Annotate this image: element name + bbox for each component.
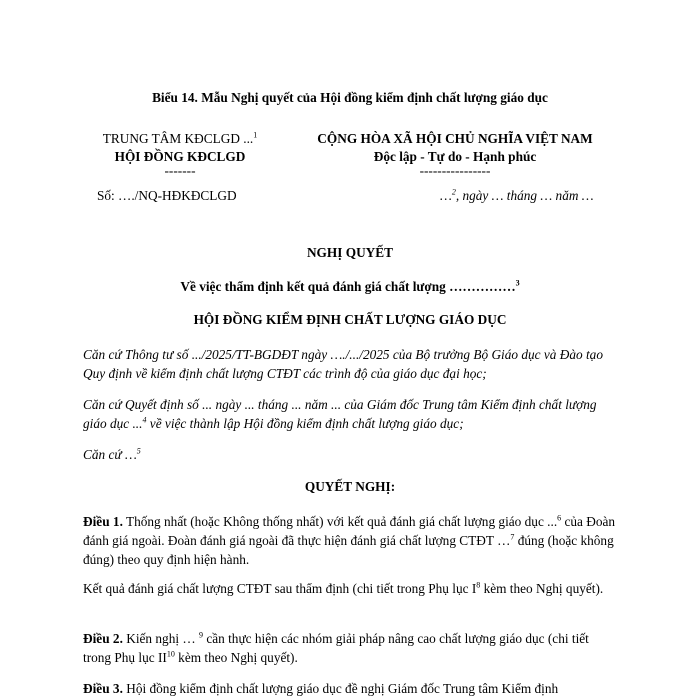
- document-title: NGHỊ QUYẾT: [306, 245, 394, 260]
- national-motto: Độc lập - Tự do - Hạnh phúc: [373, 149, 537, 164]
- council-name: HỘI ĐỒNG KĐCLGD: [114, 149, 246, 164]
- legal-basis-1: Căn cứ Thông tư số .../2025/TT-BGDĐT ngày …./.../2025 của Bộ trưởng Bộ Giáo dục và Đào tạo Quy định về kiểm định chất lượng CTĐT các trình độ của giáo dục đại học;: [83, 347, 603, 381]
- nation-name: CỘNG HÒA XÃ HỘI CHỦ NGHĨA VIỆT NAM: [317, 131, 593, 146]
- right-divider: ----------------: [419, 163, 491, 178]
- resolve-heading: QUYẾT NGHỊ:: [304, 479, 396, 494]
- article-label: Điều 2.: [83, 631, 123, 646]
- article-3: Điều 3. Hội đồng kiểm định chất lượng giáo dục đề nghị Giám đốc Trung tâm Kiểm định: [83, 681, 559, 696]
- footnote-ref: 5: [136, 446, 141, 456]
- left-header: [80, 130, 280, 176]
- footnote-ref: 9: [199, 630, 203, 640]
- legal-basis-3: Căn cứ …$^5$: [83, 446, 141, 462]
- footnote-ref: 1: [253, 130, 258, 140]
- document-subject: Về việc thẩm định kết quả đánh giá chất lượng ……………$^3$: [180, 278, 520, 294]
- right-header: [290, 130, 620, 176]
- document-number: Số: …./NQ-HĐKĐCLGD: [97, 188, 237, 203]
- footnote-ref: 8: [476, 580, 481, 590]
- left-divider: -------: [164, 163, 196, 178]
- footnote-ref: 7: [510, 532, 515, 542]
- footnote-ref: 6: [557, 513, 562, 523]
- footnote-ref: 4: [142, 415, 147, 425]
- article-1-result: Kết quả đánh giá chất lượng CTĐT sau thẩm định (chi tiết trong Phụ lục $I^8$ kèm theo Nghị quyết).: [83, 580, 604, 596]
- template-title: Biểu 14. Mẫu Nghị quyết của Hội đồng kiểm định chất lượng giáo dục: [152, 90, 548, 105]
- article-2: Điều 2. Kiến nghị … $^9$ cần thực hiện các nhóm giải pháp nâng cao chất lượng giáo dục (chi tiết trong Phụ lục II$^{10}$ kèm theo Nghị quyết).: [83, 630, 589, 665]
- organization-name: TRUNG TÂM KĐCLGD ...$^1$: [102, 130, 258, 146]
- footnote-ref: 3: [515, 278, 520, 288]
- footnote-ref: 10: [166, 649, 175, 659]
- issuing-council: HỘI ĐỒNG KIỂM ĐỊNH CHẤT LƯỢNG GIÁO DỤC: [193, 312, 507, 327]
- legal-basis-2: Căn cứ Quyết định số ... ngày ... tháng ... năm ... của Giám đốc Trung tâm Kiểm định chất lượng giáo dục ...$^4$ về việc thành lập Hội đồng kiểm định chất lượng giáo dục;: [83, 397, 597, 431]
- article-label: Điều 1.: [83, 514, 123, 529]
- footnote-ref: 2: [451, 187, 456, 197]
- article-label: Điều 3.: [83, 681, 123, 696]
- place-date: …$^2$, ngày … tháng … năm …: [440, 187, 594, 203]
- article-1: Điều 1. Thống nhất (hoặc Không thống nhất) với kết quả đánh giá chất lượng giáo dục ...$^6$ của Đoàn đánh giá ngoài. Đoàn đánh giá ngoài đã thực hiện đánh giá chất lượng CTĐT …$^7$ đúng (hoặc không đúng) theo quy định hiện hành.: [83, 513, 616, 567]
